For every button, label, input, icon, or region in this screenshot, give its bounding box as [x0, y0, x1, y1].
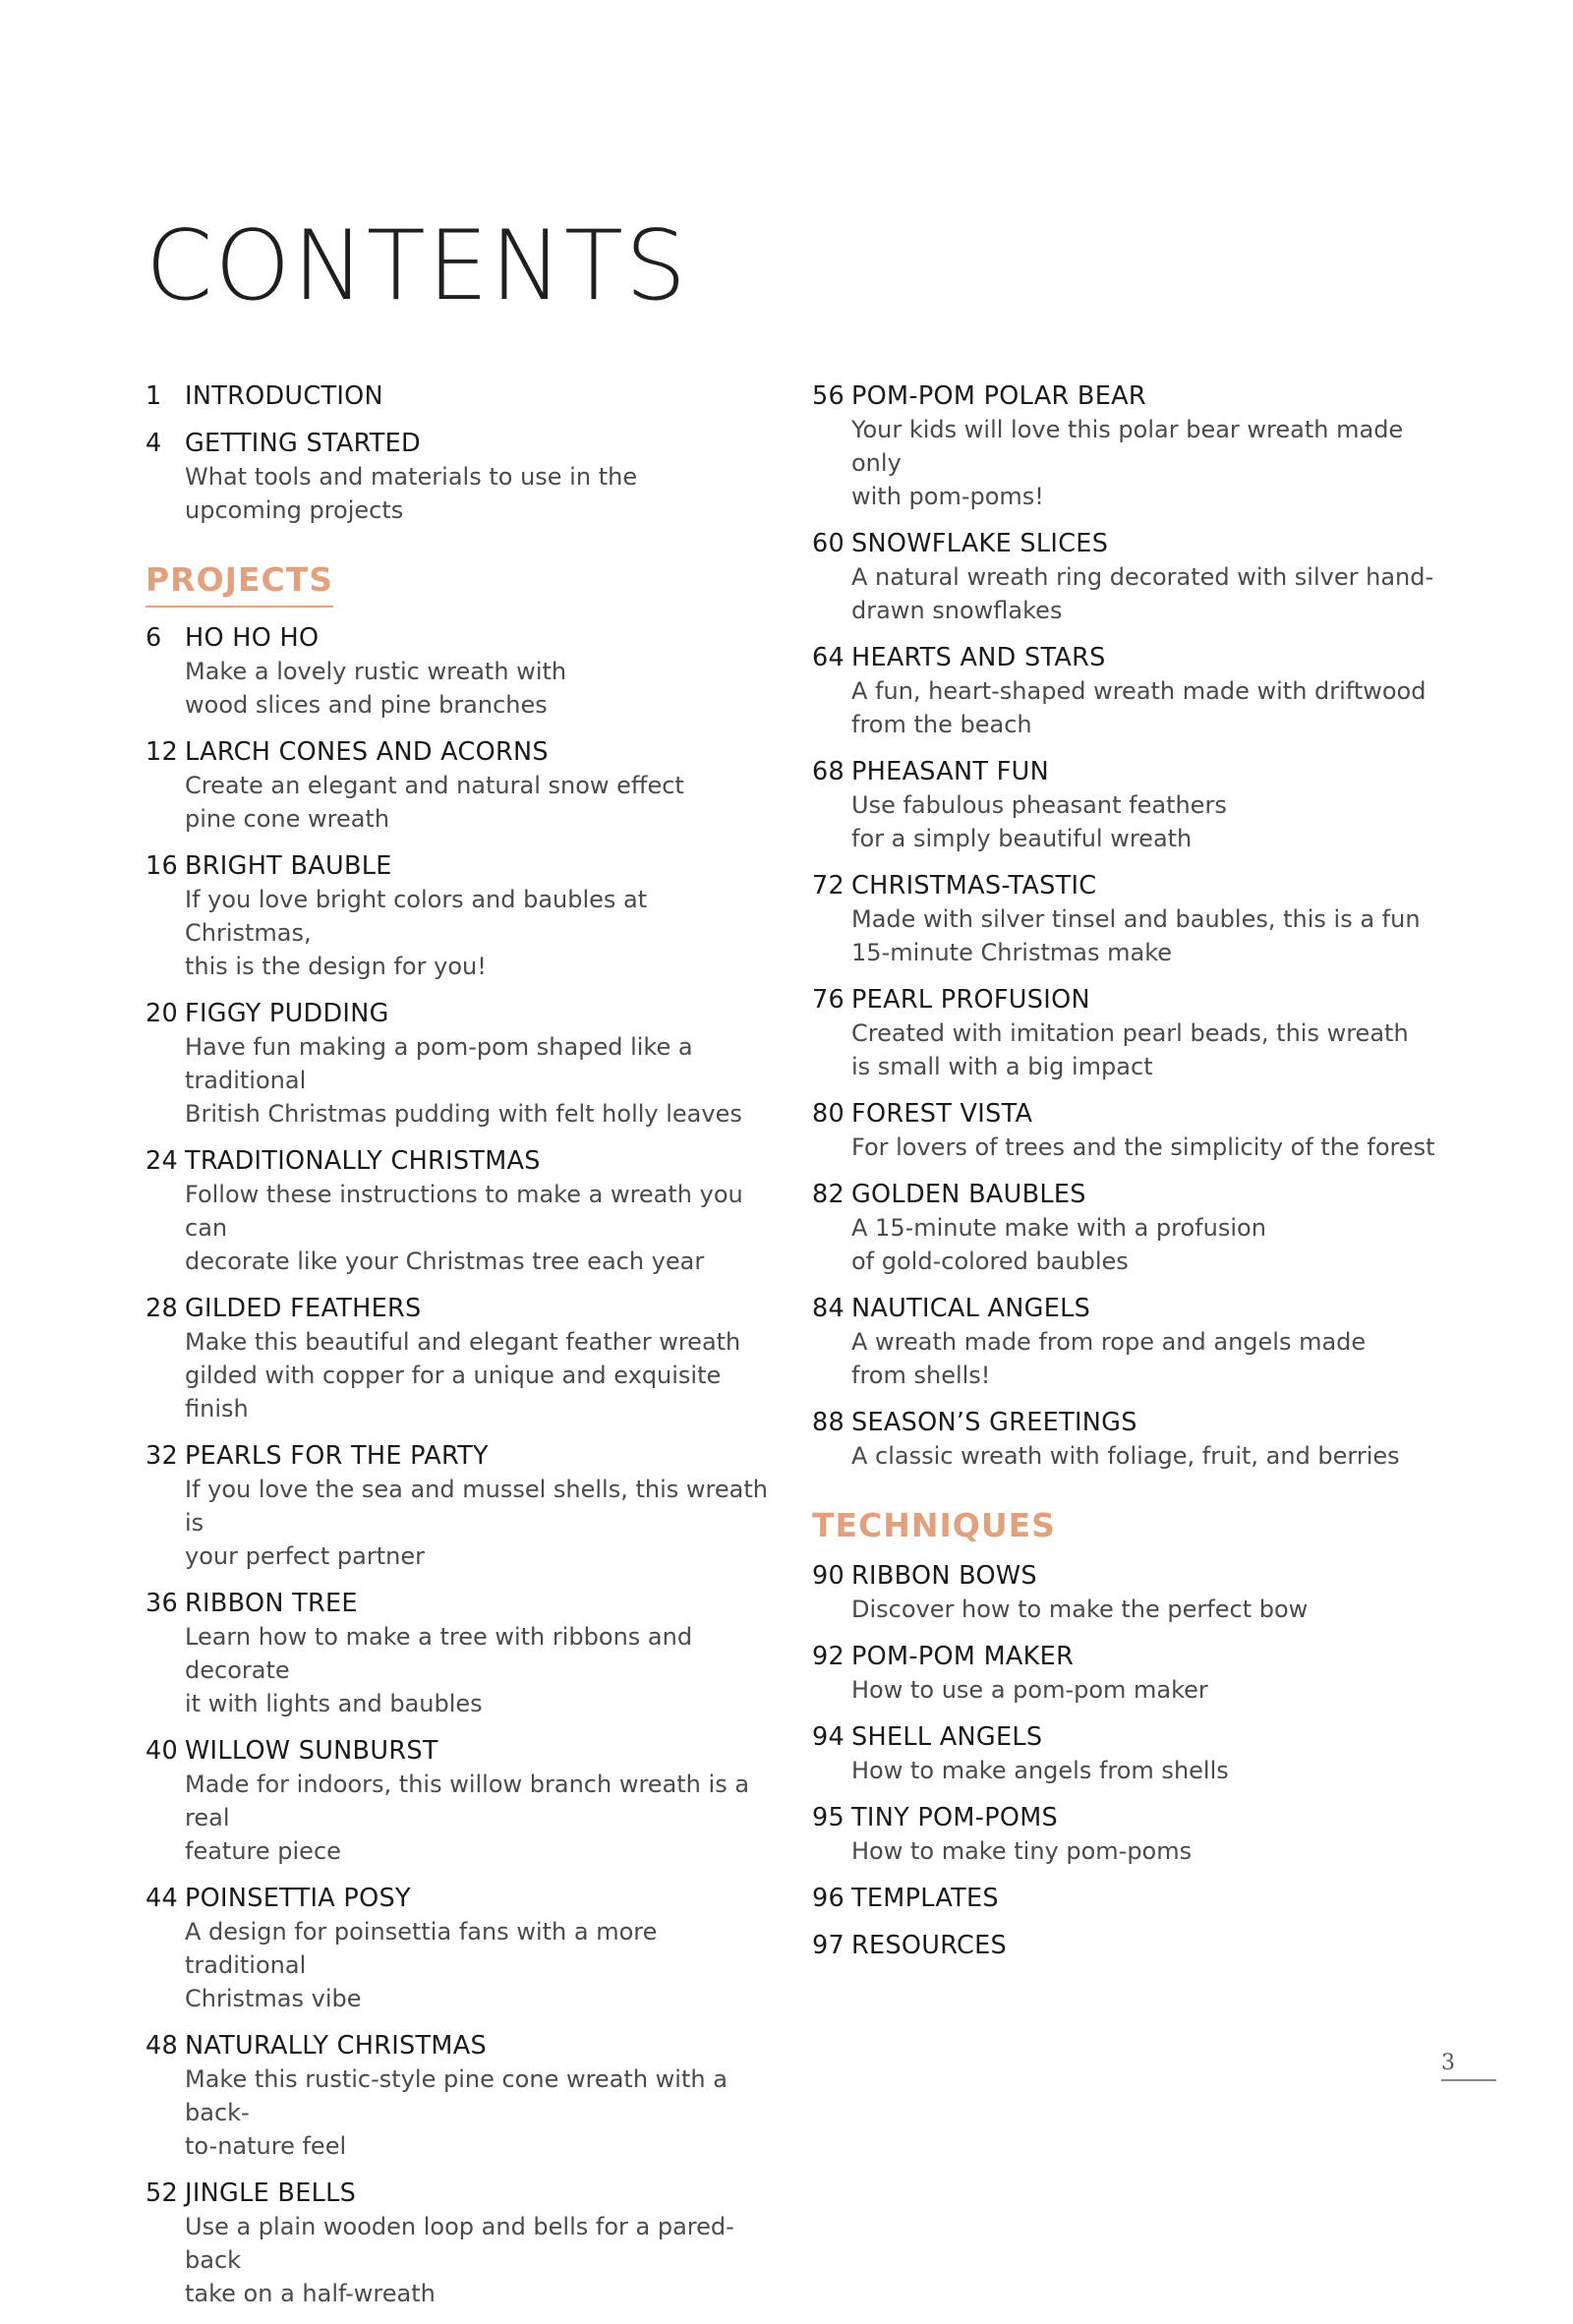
toc-entry-description: Created with imitation pearl beads, this wreath is small with a big impact	[851, 1019, 1409, 1080]
toc-entry-title: TRADITIONALLY CHRISTMAS	[185, 1146, 541, 1176]
toc-entry-description: Use a plain wooden loop and bells for a pared-back take on a half-wreath	[185, 2213, 734, 2307]
toc-entry-title: TINY POM-POMS	[851, 1803, 1059, 1832]
toc-entry-description: Have fun making a pom-pom shaped like a traditional British Christmas pudding with felt holly leaves	[185, 1033, 742, 1128]
toc-entry[interactable]	[146, 427, 775, 527]
techniques-heading: TECHNIQUES	[812, 1506, 1056, 1544]
toc-entry-heading	[812, 1406, 1441, 1439]
toc-entry-heading	[812, 379, 1441, 413]
toc-entry-title: SHELL ANGELS	[851, 1722, 1043, 1752]
toc-page-number: 68	[812, 757, 845, 786]
toc-entry-description: Made for indoors, this willow branch wreath is a real feature piece	[185, 1771, 750, 1865]
page-number: 3	[1441, 2051, 1496, 2081]
toc-entry[interactable]	[812, 1178, 1441, 1278]
toc-entry-description: Made with silver tinsel and baubles, this is a fun 15-minute Christmas make	[851, 905, 1421, 966]
toc-entry-description: A design for poinsettia fans with a more traditional Christmas vibe	[185, 1918, 658, 2012]
toc-entry-description: How to make angels from shells	[851, 1757, 1229, 1784]
toc-entry[interactable]	[812, 1801, 1441, 1868]
toc-page-number: 28	[146, 1294, 179, 1323]
toc-entry[interactable]	[812, 1929, 1441, 1962]
toc-entry-heading	[146, 1587, 775, 1620]
toc-entry-title: GOLDEN BAUBLES	[851, 1180, 1086, 1209]
toc-entry-description: A classic wreath with foliage, fruit, and berries	[851, 1442, 1400, 1470]
toc-page-number: 40	[146, 1736, 179, 1766]
toc-entry[interactable]	[146, 1734, 775, 1868]
toc-entry[interactable]	[146, 379, 775, 413]
toc-entry-heading	[146, 427, 775, 460]
toc-entry-description: Create an elegant and natural snow effect pine cone wreath	[185, 772, 684, 833]
toc-entry-heading	[812, 1882, 1441, 1915]
toc-entry-title: GETTING STARTED	[185, 429, 421, 458]
toc-entry-heading	[146, 2177, 775, 2210]
toc-page-number: 6	[146, 623, 162, 653]
toc-entry-heading	[812, 1097, 1441, 1131]
toc-entry[interactable]	[146, 1587, 775, 1720]
toc-entry-title: HO HO HO	[185, 623, 320, 653]
toc-entry-heading	[146, 2029, 775, 2063]
toc-page-number: 64	[812, 643, 845, 672]
toc-entry[interactable]	[812, 869, 1441, 969]
toc-entry[interactable]	[812, 379, 1441, 513]
toc-entry-title: POM-POM POLAR BEAR	[851, 381, 1146, 411]
toc-entry[interactable]	[812, 527, 1441, 627]
toc-entry-heading	[146, 1882, 775, 1915]
toc-entry-heading	[146, 849, 775, 883]
toc-entry-title: PEARLS FOR THE PARTY	[185, 1441, 489, 1471]
toc-page-number: 72	[812, 871, 845, 901]
toc-entry-title: JINGLE BELLS	[185, 2179, 357, 2208]
toc-entry-description: If you love the sea and mussel shells, this wreath is your perfect partner	[185, 1476, 768, 1570]
contents-right-column	[812, 379, 1441, 1976]
toc-page-number: 94	[812, 1722, 845, 1752]
toc-entry[interactable]	[812, 1559, 1441, 1626]
toc-entry-title: FIGGY PUDDING	[185, 999, 389, 1028]
toc-entry-heading	[146, 621, 775, 655]
toc-entry-heading	[812, 869, 1441, 902]
toc-entry-description: Discover how to make the perfect bow	[851, 1596, 1309, 1623]
toc-entry[interactable]	[812, 1097, 1441, 1164]
toc-entry-heading	[146, 1439, 775, 1473]
toc-entry-description: If you love bright colors and baubles at Christmas, this is the design for you!	[185, 886, 648, 980]
toc-entry-title: POINSETTIA POSY	[185, 1884, 411, 1913]
toc-entry-description: A wreath made from rope and angels made from shells!	[851, 1328, 1367, 1389]
toc-entry-heading	[812, 1929, 1441, 1962]
toc-entry-title: BRIGHT BAUBLE	[185, 851, 392, 881]
toc-page-number: 20	[146, 999, 179, 1028]
toc-entry-description: A fun, heart-shaped wreath made with driftwood from the beach	[851, 677, 1427, 738]
toc-entry-heading	[812, 1640, 1441, 1673]
toc-entry-description: For lovers of trees and the simplicity of the forest	[851, 1133, 1435, 1161]
toc-entry-title: FOREST VISTA	[851, 1099, 1033, 1129]
toc-entry-description: How to use a pom-pom maker	[851, 1676, 1208, 1704]
toc-entry-description: What tools and materials to use in the upcoming projects	[185, 463, 638, 524]
toc-entry-heading	[812, 983, 1441, 1017]
toc-entry-title: LARCH CONES AND ACORNS	[185, 737, 549, 767]
toc-entry-title: PEARL PROFUSION	[851, 985, 1090, 1015]
toc-entry-title: PHEASANT FUN	[851, 757, 1049, 786]
toc-entry-description: A natural wreath ring decorated with silver hand- drawn snowflakes	[851, 563, 1434, 624]
contents-left-column	[146, 379, 775, 2324]
toc-page-number: 32	[146, 1441, 179, 1471]
toc-entry-description: Make this rustic-style pine cone wreath with a back- to-nature feel	[185, 2065, 728, 2160]
techniques-list	[812, 1559, 1441, 1868]
toc-entry[interactable]	[146, 1882, 775, 2015]
toc-entry-description: Make a lovely rustic wreath with wood slices and pine branches	[185, 658, 567, 719]
toc-page-number: 36	[146, 1589, 179, 1618]
toc-entry-title: CHRISTMAS-TASTIC	[851, 871, 1097, 901]
toc-entry-heading	[146, 1734, 775, 1768]
toc-page-number: 95	[812, 1803, 845, 1832]
toc-entry-heading	[146, 997, 775, 1030]
toc-page-number: 92	[812, 1642, 845, 1671]
toc-page-number: 24	[146, 1146, 179, 1176]
toc-entry-description: Learn how to make a tree with ribbons and decorate it with lights and baubles	[185, 1623, 693, 1717]
toc-entry-title: NAUTICAL ANGELS	[851, 1294, 1091, 1323]
toc-entry[interactable]	[146, 735, 775, 836]
toc-entry[interactable]	[146, 2177, 775, 2310]
toc-entry-heading	[812, 527, 1441, 560]
toc-entry-title: HEARTS AND STARS	[851, 643, 1106, 672]
toc-page-number: 48	[146, 2031, 179, 2061]
toc-page-number: 82	[812, 1180, 845, 1209]
toc-entry-heading	[146, 1144, 775, 1178]
appendix-list	[812, 1882, 1441, 1962]
toc-entry-title: WILLOW SUNBURST	[185, 1736, 438, 1766]
toc-entry-title: RIBBON TREE	[185, 1589, 358, 1618]
toc-entry-heading	[812, 755, 1441, 788]
toc-entry[interactable]	[146, 1439, 775, 1573]
toc-entry[interactable]	[812, 1720, 1441, 1787]
toc-page-number: 1	[146, 381, 162, 411]
toc-entry[interactable]	[812, 1292, 1441, 1392]
toc-page-number: 4	[146, 429, 162, 458]
toc-entry-heading	[812, 1559, 1441, 1593]
toc-entry[interactable]	[812, 1640, 1441, 1707]
projects-list-right	[812, 379, 1441, 1473]
toc-entry-description: A 15-minute make with a profusion of gold-colored baubles	[851, 1214, 1266, 1275]
toc-page-number: 88	[812, 1408, 845, 1437]
toc-entry[interactable]	[812, 1882, 1441, 1915]
toc-entry-title: SEASON’S GREETINGS	[851, 1408, 1137, 1437]
toc-entry-title: GILDED FEATHERS	[185, 1294, 422, 1323]
projects-heading: PROJECTS	[146, 560, 333, 608]
toc-entry-heading	[146, 1292, 775, 1325]
toc-entry[interactable]	[146, 849, 775, 983]
toc-entry-description: Follow these instructions to make a wreath you can decorate like your Christmas tree each year	[185, 1181, 743, 1275]
toc-entry[interactable]	[812, 1406, 1441, 1473]
toc-entry-title: INTRODUCTION	[185, 381, 383, 411]
toc-page-number: 44	[146, 1884, 179, 1913]
toc-entry[interactable]	[146, 621, 775, 722]
projects-list-left	[146, 621, 775, 2310]
toc-entry[interactable]	[146, 1292, 775, 1425]
page-title: CONTENTS	[146, 210, 689, 322]
toc-entry[interactable]	[812, 755, 1441, 855]
toc-entry-title: POM-POM MAKER	[851, 1642, 1075, 1671]
toc-page-number: 97	[812, 1931, 845, 1960]
toc-page-number: 80	[812, 1099, 845, 1129]
toc-page-number: 12	[146, 737, 179, 767]
toc-page-number: 90	[812, 1561, 845, 1591]
toc-entry-heading	[812, 1178, 1441, 1211]
toc-page-number: 16	[146, 851, 179, 881]
toc-entry-heading	[812, 1292, 1441, 1325]
toc-entry-title: SNOWFLAKE SLICES	[851, 529, 1109, 558]
toc-page-number: 52	[146, 2179, 179, 2208]
toc-entry-heading	[146, 379, 775, 413]
toc-page-number: 96	[812, 1884, 845, 1913]
toc-entry-heading	[812, 1801, 1441, 1834]
toc-page-number: 84	[812, 1294, 845, 1323]
toc-entry-description: Make this beautiful and elegant feather wreath gilded with copper for a unique and exquisite finish	[185, 1328, 741, 1423]
toc-entry[interactable]	[812, 641, 1441, 741]
toc-entry-title: RESOURCES	[851, 1931, 1008, 1960]
toc-entry-description: Your kids will love this polar bear wreath made only with pom-poms!	[851, 416, 1404, 510]
toc-entry-heading	[812, 641, 1441, 674]
toc-entry-title: NATURALLY CHRISTMAS	[185, 2031, 487, 2061]
toc-page-number: 60	[812, 529, 845, 558]
toc-entry-heading	[812, 1720, 1441, 1754]
toc-entry-description: How to make tiny pom-poms	[851, 1837, 1193, 1865]
toc-entry-title: TEMPLATES	[851, 1884, 999, 1913]
toc-entry[interactable]	[146, 1144, 775, 1278]
toc-page-number: 56	[812, 381, 845, 411]
toc-entry-title: RIBBON BOWS	[851, 1561, 1037, 1591]
toc-entry[interactable]	[146, 997, 775, 1131]
toc-page-number: 76	[812, 985, 845, 1015]
toc-entry[interactable]	[146, 2029, 775, 2163]
intro-list	[146, 379, 775, 527]
toc-entry[interactable]	[812, 983, 1441, 1083]
toc-entry-description: Use fabulous pheasant feathers for a simply beautiful wreath	[851, 791, 1227, 852]
toc-entry-heading	[146, 735, 775, 769]
